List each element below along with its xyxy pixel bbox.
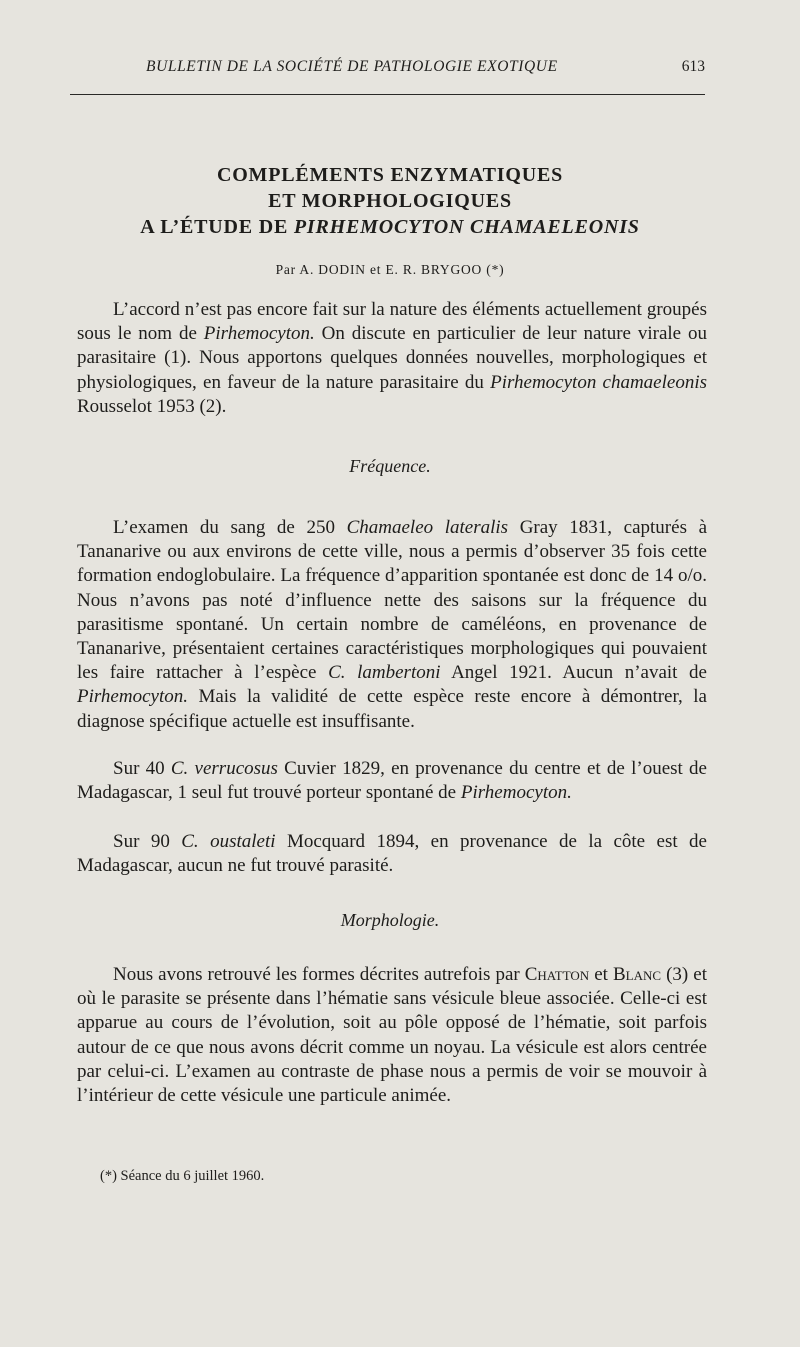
text-run: L’examen du sang de 250 bbox=[113, 517, 347, 538]
italic-run: Pirhemocyton. bbox=[203, 323, 315, 345]
text-run: et bbox=[589, 964, 613, 985]
italic-run: Pirhemocyton. bbox=[77, 686, 188, 708]
title-line-1: COMPLÉMENTS ENZYMATIQUES bbox=[216, 164, 564, 186]
page-number: 613 bbox=[681, 58, 705, 75]
text-run: Rousselot 1953 (2). bbox=[77, 395, 227, 417]
text-run: Sur 90 bbox=[113, 831, 182, 852]
title-species: PIRHEMOCYTON CHAMAELEONIS bbox=[293, 216, 640, 238]
morphologie-paragraph-1 bbox=[77, 963, 707, 1108]
title-line-3 bbox=[70, 214, 710, 240]
title-line-2: ET MORPHOLOGIQUES bbox=[268, 190, 512, 212]
frequence-paragraph-3 bbox=[77, 830, 707, 878]
italic-run: Pirhemocyton chamaeleonis bbox=[490, 371, 707, 393]
italic-run: C. oustaleti bbox=[181, 831, 276, 852]
section-heading-frequence: Fréquence. bbox=[349, 456, 431, 476]
text-run: L’accord n’est pas encore fait sur la nature des éléments actuellement groupés sous le nom de bbox=[77, 299, 707, 345]
frequence-paragraph-1 bbox=[77, 516, 707, 734]
italic-run: C. verrucosus bbox=[170, 758, 278, 779]
header-rule bbox=[70, 94, 705, 95]
author-name-blanc: Blanc bbox=[612, 964, 662, 985]
text-run: Sur 40 bbox=[113, 758, 171, 779]
footnote: (*) Séance du 6 juillet 1960. bbox=[100, 1168, 265, 1184]
italic-run: C. lambertoni bbox=[328, 662, 441, 684]
text-run: Mocquard 1894, en provenance de la côte est de Madagascar, aucun ne fut trouvé parasité. bbox=[77, 831, 707, 877]
author-name-chatton: Chatton bbox=[524, 964, 590, 985]
text-run: Cuvier 1829, en provenance du centre et de l’ouest de Madagascar, 1 seul fut trouvé porteur spontané de bbox=[77, 758, 707, 804]
title-line-3-prefix: A L’ÉTUDE DE bbox=[140, 216, 294, 238]
intro-paragraph bbox=[77, 298, 707, 419]
text-run: Angel 1921. Aucun n’avait de bbox=[440, 662, 707, 684]
text-run: (3) et où le parasite se présente dans l’hématie sans vésicule bleue associée. Celle-ci est apparue au cours de l’évolution, soit au pôle opposé de l’hématie, soit parfois autour de ce que nous avons décrit comme un noyau. La vésicule est alors centrée par celui-ci. L’examen au contraste de phase nous a permis de voir se mouvoir à l’intérieur de cette vésicule une particule animée. bbox=[77, 964, 707, 1107]
italic-run: Pirhemocyton. bbox=[460, 782, 572, 804]
frequence-paragraph-2 bbox=[77, 757, 707, 805]
section-heading-morphologie: Morphologie. bbox=[340, 910, 440, 930]
text-run: On discute en particulier de leur nature virale ou parasitaire (1). Nous apportons quelques données nouvelles, morphologiques et physiologiques, en faveur de la nature parasitaire du bbox=[77, 323, 707, 393]
article-title bbox=[70, 162, 710, 240]
text-run: Mais la validité de cette espèce reste encore à démontrer, la diagnose spécifique actuelle est insuffisante. bbox=[77, 686, 707, 732]
running-header bbox=[70, 58, 705, 82]
text-run: Gray 1831, capturés à Tananarive ou aux environs de cette ville, nous a permis d’observer 35 fois cette formation endoglobulaire. La fréquence d’apparition spontanée est donc de 14 o/o. Nous n’avons pas noté d’influence nette des saisons sur la fréquence du parasitisme spontané. Un certain nombre de caméléons, en provenance de Tananarive, présentaient certaines caractéristiques morphologiques qui pouvaient les faire rattacher à l’espèce bbox=[77, 517, 708, 684]
italic-run: Chamaeleo lateralis bbox=[346, 517, 509, 538]
journal-title: BULLETIN DE LA SOCIÉTÉ DE PATHOLOGIE EXOTIQUE bbox=[146, 58, 558, 75]
authors-line: Par A. DODIN et E. R. BRYGOO (*) bbox=[275, 262, 505, 277]
text-run: Nous avons retrouvé les formes décrites autrefois par bbox=[113, 964, 525, 985]
